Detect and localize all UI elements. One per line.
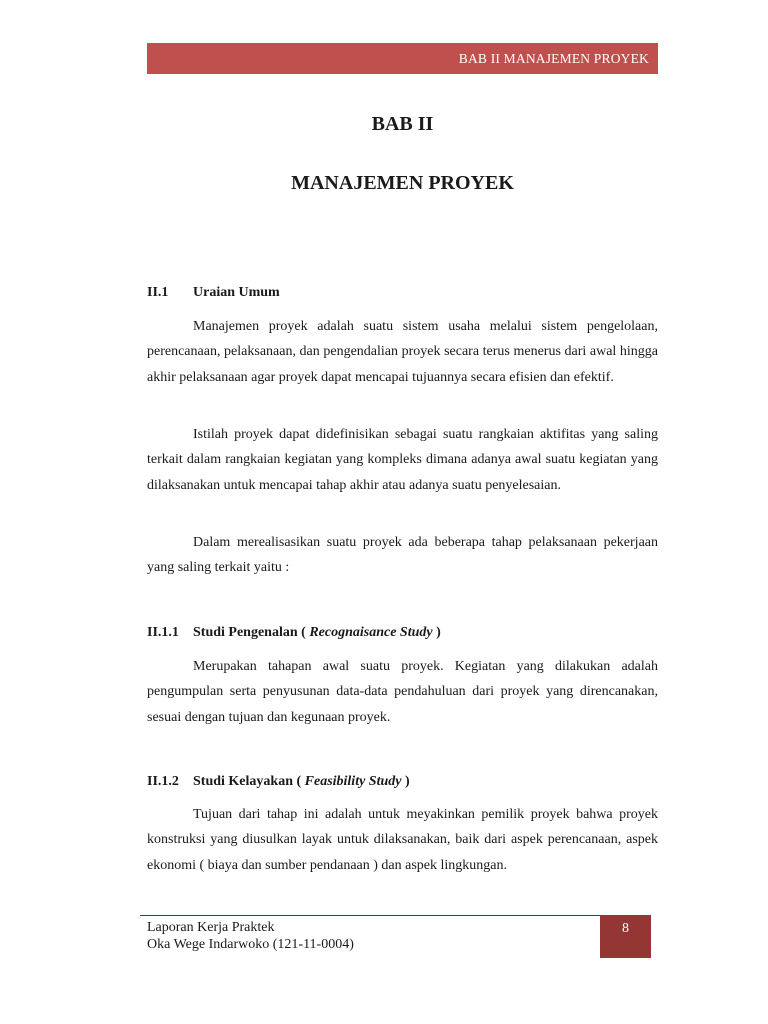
section-title-suffix: ) xyxy=(401,774,410,789)
section-title-suffix: ) xyxy=(432,625,441,640)
paragraph: Merupakan tahapan awal suatu proyek. Kegiatan yang dilakukan adalah pengumpulan serta penyusunan data-data pendahuluan dari proyek yang direncanakan, sesuai dengan tujuan dan kegunaan proyek. xyxy=(147,659,658,725)
paragraph: Istilah proyek dapat didefinisikan sebagai suatu rangkaian aktifitas yang saling terkait dalam rangkaian kegiatan yang kompleks dimana adanya awal suatu kegiatan yang dilaksanakan untuk mencapai tahap akhir atau adanya suatu penyelesaian. xyxy=(147,427,658,493)
page-number-box xyxy=(600,915,651,958)
running-header-text: BAB II MANAJEMEN PROYEK xyxy=(458,51,649,66)
section-number: II.1 xyxy=(147,285,169,300)
section-title-italic: Feasibility Study xyxy=(304,774,402,789)
footer-report-title: Laporan Kerja Praktek xyxy=(147,920,275,935)
section-title-prefix: Studi Kelayakan ( xyxy=(193,774,305,789)
section-number: II.1.1 xyxy=(147,625,179,640)
paragraph: Manajemen proyek adalah suatu sistem usaha melalui sistem pengelolaan, perencanaan, pelaksanaan, dan pengendalian proyek secara terus menerus dari awal hingga akhir pelaksanaan agar proyek dapat mencapai tujuannya secara efisien dan efektif. xyxy=(147,319,658,385)
paragraph: Tujuan dari tahap ini adalah untuk meyakinkan pemilik proyek bahwa proyek konstruksi yang diusulkan layak untuk dilaksanakan, baik dari aspek perencanaan, aspek ekonomi ( biaya dan sumber pendanaan ) dan aspek lingkungan. xyxy=(147,807,658,873)
chapter-label: BAB II xyxy=(371,113,434,135)
section-heading-ii-1-1 xyxy=(147,625,441,641)
chapter-title: MANAJEMEN PROYEK xyxy=(291,172,514,194)
section-heading-ii-1 xyxy=(147,285,280,301)
section-heading-ii-1-2 xyxy=(147,774,410,790)
paragraph: Dalam merealisasikan suatu proyek ada beberapa tahap pelaksanaan pekerjaan yang saling terkait yaitu : xyxy=(147,535,658,576)
section-number: II.1.2 xyxy=(147,774,179,789)
section-title-italic: Recognaisance Study xyxy=(309,625,433,640)
section-title-prefix: Studi Pengenalan ( xyxy=(193,625,310,640)
section-title: Uraian Umum xyxy=(193,285,280,300)
footer-rule xyxy=(140,915,600,916)
footer-author: Oka Wege Indarwoko (121-11-0004) xyxy=(147,937,354,952)
running-header xyxy=(147,43,658,74)
page-number: 8 xyxy=(622,921,629,936)
